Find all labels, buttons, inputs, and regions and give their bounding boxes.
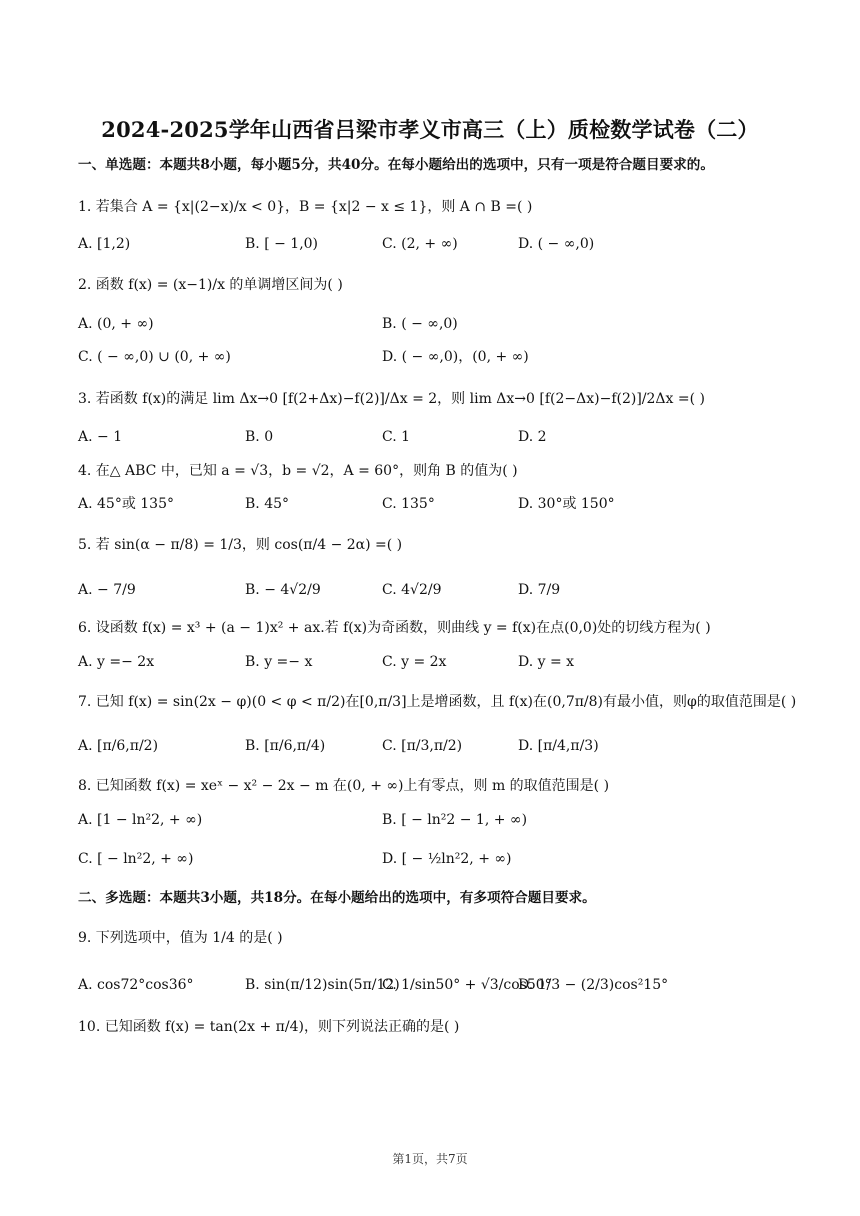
option-a: A. [1 − ln²2, + ∞) <box>78 812 203 828</box>
section-heading-multi-choice: 二、多选题：本题共3小题，共18分。在每小题给出的选项中，有多项符合题目要求。 <box>78 890 596 906</box>
page-title: 2024-2025学年山西省吕梁市孝义市高三（上）质检数学试卷（二） <box>101 117 759 142</box>
option-c: C. 1 <box>382 429 411 445</box>
option-b: B. y =− x <box>245 654 313 670</box>
option-b: B. − 4√2/9 <box>245 582 321 598</box>
option-c: C. 1/sin50° + √3/cos50° <box>382 977 552 993</box>
option-b: B. [ − ln²2 − 1, + ∞) <box>382 812 528 828</box>
option-d: D. 2 <box>518 429 547 445</box>
option-a: A. (0, + ∞) <box>78 316 154 332</box>
option-d: D. [π/4,π/3) <box>518 738 599 754</box>
option-d: D. 1/3 − (2/3)cos²15° <box>518 977 669 993</box>
option-a: A. − 7/9 <box>78 582 136 598</box>
option-d: D. ( − ∞,0) <box>518 236 595 252</box>
option-a: A. [1,2) <box>78 236 131 252</box>
option-d: D. ( − ∞,0)，(0, + ∞) <box>382 349 529 365</box>
option-a: A. 45°或 135° <box>78 496 174 512</box>
option-a: A. − 1 <box>78 429 123 445</box>
option-d: D. y = x <box>518 654 575 670</box>
option-d: D. [ − ½ln²2, + ∞) <box>382 851 512 867</box>
page-footer: 第1页，共7页 <box>392 1152 468 1166</box>
option-b: B. 0 <box>245 429 274 445</box>
section-heading-single-choice: 一、单选题：本题共8小题，每小题5分，共40分。在每小题给出的选项中，只有一项是符合题目要求的。 <box>78 157 714 173</box>
question-stem: 5. 若 sin(α − π/8) = 1/3，则 cos(π/4 − 2α) =( ) <box>78 537 403 553</box>
question-stem: 8. 已知函数 f(x) = xeˣ − x² − 2x − m 在(0, + ∞)上有零点，则 m 的取值范围是( ) <box>78 778 610 794</box>
option-b: B. 45° <box>245 496 290 512</box>
question-stem: 2. 函数 f(x) = (x−1)/x 的单调增区间为( ) <box>78 277 343 293</box>
question-stem: 9. 下列选项中，值为 1/4 的是( ) <box>78 930 283 946</box>
question-stem: 10. 已知函数 f(x) = tan(2x + π/4)，则下列说法正确的是( ) <box>78 1019 460 1035</box>
question-stem: 7. 已知 f(x) = sin(2x − φ)(0 < φ < π/2)在[0,π/3]上是增函数，且 f(x)在(0,7π/8)有最小值，则φ的取值范围是( ) <box>78 694 797 710</box>
option-b: B. [π/6,π/4) <box>245 738 326 754</box>
option-a: A. [π/6,π/2) <box>78 738 159 754</box>
option-b: B. sin(π/12)sin(5π/12) <box>245 977 400 993</box>
option-c: C. ( − ∞,0) ∪ (0, + ∞) <box>78 349 231 365</box>
option-c: C. 135° <box>382 496 435 512</box>
question-stem: 3. 若函数 f(x)的满足 lim Δx→0 [f(2+Δx)−f(2)]/Δx = 2，则 lim Δx→0 [f(2−Δx)−f(2)]/2Δx =( ) <box>78 391 705 407</box>
option-a: A. cos72°cos36° <box>78 977 194 993</box>
option-c: C. [ − ln²2, + ∞) <box>78 851 194 867</box>
question-stem: 4. 在△ ABC 中，已知 a = √3，b = √2，A = 60°，则角 B 的值为( ) <box>78 463 518 479</box>
question-stem: 1. 若集合 A = {x|(2−x)/x < 0}，B = {x|2 − x ≤ 1}，则 A ∩ B =( ) <box>78 199 533 215</box>
option-a: A. y =− 2x <box>78 654 155 670</box>
option-c: C. 4√2/9 <box>382 582 442 598</box>
option-d: D. 30°或 150° <box>518 496 615 512</box>
option-d: D. 7/9 <box>518 582 561 598</box>
option-c: C. y = 2x <box>382 654 447 670</box>
question-stem: 6. 设函数 f(x) = x³ + (a − 1)x² + ax.若 f(x)为奇函数，则曲线 y = f(x)在点(0,0)处的切线方程为( ) <box>78 620 711 636</box>
option-c: C. (2, + ∞) <box>382 236 458 252</box>
option-b: B. ( − ∞,0) <box>382 316 458 332</box>
option-c: C. [π/3,π/2) <box>382 738 463 754</box>
option-b: B. [ − 1,0) <box>245 236 319 252</box>
